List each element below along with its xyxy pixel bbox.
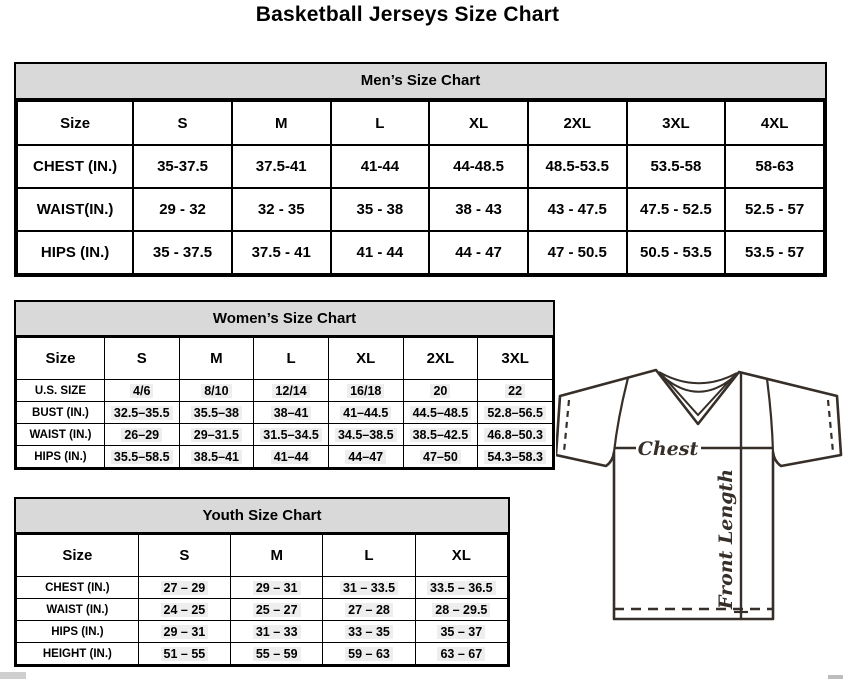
cell-value: 35 – 37 bbox=[415, 621, 507, 643]
cell-value: 53.5 - 57 bbox=[725, 231, 824, 274]
cell-value: 16/18 bbox=[328, 380, 403, 402]
cell-value: 44.5–48.5 bbox=[403, 402, 478, 424]
column-header-row bbox=[17, 535, 508, 577]
column-header: 2XL bbox=[528, 101, 627, 145]
column-header: 2XL bbox=[403, 338, 478, 380]
cell-value: 55 – 59 bbox=[231, 643, 323, 665]
cell-value: 47–50 bbox=[403, 446, 478, 468]
row-label: HEIGHT (IN.) bbox=[17, 643, 139, 665]
cell-value: 22 bbox=[478, 380, 553, 402]
cell-value: 31 – 33.5 bbox=[323, 577, 415, 599]
page-title: Basketball Jerseys Size Chart bbox=[255, 3, 560, 26]
row-label: WAIST (IN.) bbox=[17, 599, 139, 621]
cell-value: 32.5–35.5 bbox=[104, 402, 179, 424]
cell-value: 47 - 50.5 bbox=[528, 231, 627, 274]
cell-value: 47.5 - 52.5 bbox=[627, 188, 726, 231]
youth-size-chart bbox=[14, 497, 510, 667]
table-row bbox=[17, 643, 508, 665]
cell-value: 29 – 31 bbox=[138, 621, 230, 643]
cell-value: 44-48.5 bbox=[429, 145, 528, 188]
cell-value: 4/6 bbox=[104, 380, 179, 402]
cell-value: 50.5 - 53.5 bbox=[627, 231, 726, 274]
cell-value: 44–47 bbox=[328, 446, 403, 468]
column-header: M bbox=[231, 535, 323, 577]
row-label: WAIST(IN.) bbox=[17, 188, 133, 231]
row-label: U.S. SIZE bbox=[17, 380, 105, 402]
front-length-label: Front Length bbox=[715, 468, 737, 610]
cell-value: 35 - 37.5 bbox=[133, 231, 232, 274]
size-column-header: Size bbox=[17, 101, 133, 145]
column-header: 3XL bbox=[478, 338, 553, 380]
cell-value: 37.5 - 41 bbox=[232, 231, 331, 274]
row-label: CHEST (IN.) bbox=[17, 577, 139, 599]
column-header: XL bbox=[415, 535, 507, 577]
scrollbar-fragment-right[interactable] bbox=[828, 675, 843, 679]
cell-value: 20 bbox=[403, 380, 478, 402]
cell-value: 63 – 67 bbox=[415, 643, 507, 665]
column-header: M bbox=[179, 338, 254, 380]
table-row bbox=[17, 402, 553, 424]
column-header: S bbox=[133, 101, 232, 145]
row-label: WAIST (IN.) bbox=[17, 424, 105, 446]
column-header: M bbox=[232, 101, 331, 145]
row-label: HIPS (IN.) bbox=[17, 621, 139, 643]
cell-value: 29 – 31 bbox=[231, 577, 323, 599]
cell-value: 28 – 29.5 bbox=[415, 599, 507, 621]
table-row bbox=[17, 599, 508, 621]
cell-value: 27 – 29 bbox=[138, 577, 230, 599]
cell-value: 29–31.5 bbox=[179, 424, 254, 446]
column-header: S bbox=[138, 535, 230, 577]
cell-value: 25 – 27 bbox=[231, 599, 323, 621]
cell-value: 54.3–58.3 bbox=[478, 446, 553, 468]
cell-value: 32 - 35 bbox=[232, 188, 331, 231]
cell-value: 46.8–50.3 bbox=[478, 424, 553, 446]
cell-value: 44 - 47 bbox=[429, 231, 528, 274]
cell-value: 8/10 bbox=[179, 380, 254, 402]
column-header: L bbox=[323, 535, 415, 577]
cell-value: 38 - 43 bbox=[429, 188, 528, 231]
cell-value: 41 - 44 bbox=[331, 231, 430, 274]
cell-value: 59 – 63 bbox=[323, 643, 415, 665]
cell-value: 35-37.5 bbox=[133, 145, 232, 188]
cell-value: 29 - 32 bbox=[133, 188, 232, 231]
cell-value: 33 – 35 bbox=[323, 621, 415, 643]
womens-table bbox=[16, 337, 553, 468]
column-header: 4XL bbox=[725, 101, 824, 145]
cell-value: 38.5–42.5 bbox=[403, 424, 478, 446]
cell-value: 38.5–41 bbox=[179, 446, 254, 468]
table-row bbox=[17, 380, 553, 402]
table-row bbox=[17, 188, 824, 231]
column-header: XL bbox=[429, 101, 528, 145]
table-row bbox=[17, 424, 553, 446]
cell-value: 12/14 bbox=[254, 380, 329, 402]
cell-value: 31.5–34.5 bbox=[254, 424, 329, 446]
cell-value: 51 – 55 bbox=[138, 643, 230, 665]
column-header: S bbox=[104, 338, 179, 380]
cell-value: 41–44 bbox=[254, 446, 329, 468]
column-header-row bbox=[17, 101, 824, 145]
size-column-header: Size bbox=[17, 535, 139, 577]
cell-value: 41–44.5 bbox=[328, 402, 403, 424]
column-header: L bbox=[331, 101, 430, 145]
cell-value: 34.5–38.5 bbox=[328, 424, 403, 446]
cell-value: 43 - 47.5 bbox=[528, 188, 627, 231]
row-label: HIPS (IN.) bbox=[17, 446, 105, 468]
column-header: L bbox=[254, 338, 329, 380]
jersey-diagram bbox=[556, 362, 843, 625]
cell-value: 48.5-53.5 bbox=[528, 145, 627, 188]
column-header: 3XL bbox=[627, 101, 726, 145]
horizontal-scrollbar-fragment-left[interactable] bbox=[0, 672, 26, 679]
chest-label: Chest bbox=[637, 438, 699, 460]
column-header: XL bbox=[328, 338, 403, 380]
table-row bbox=[17, 231, 824, 274]
jersey-outline-shape bbox=[556, 370, 841, 619]
cell-value: 37.5-41 bbox=[232, 145, 331, 188]
cell-value: 52.5 - 57 bbox=[725, 188, 824, 231]
row-label: HIPS (IN.) bbox=[17, 231, 133, 274]
cell-value: 27 – 28 bbox=[323, 599, 415, 621]
cell-value: 33.5 – 36.5 bbox=[415, 577, 507, 599]
cell-value: 31 – 33 bbox=[231, 621, 323, 643]
table-row bbox=[17, 621, 508, 643]
mens-size-chart bbox=[14, 62, 827, 277]
mens-table bbox=[16, 100, 825, 275]
cell-value: 38–41 bbox=[254, 402, 329, 424]
table-row bbox=[17, 577, 508, 599]
cell-value: 35.5–58.5 bbox=[104, 446, 179, 468]
womens-size-chart bbox=[14, 300, 555, 470]
womens-section-header: Women’s Size Chart bbox=[16, 302, 553, 337]
youth-section-header: Youth Size Chart bbox=[16, 499, 508, 534]
cell-value: 58-63 bbox=[725, 145, 824, 188]
cell-value: 53.5-58 bbox=[627, 145, 726, 188]
column-header-row bbox=[17, 338, 553, 380]
cell-value: 52.8–56.5 bbox=[478, 402, 553, 424]
mens-section-header: Men’s Size Chart bbox=[16, 64, 825, 100]
cell-value: 41-44 bbox=[331, 145, 430, 188]
youth-table bbox=[16, 534, 508, 665]
cell-value: 24 – 25 bbox=[138, 599, 230, 621]
cell-value: 35 - 38 bbox=[331, 188, 430, 231]
size-column-header: Size bbox=[17, 338, 105, 380]
cell-value: 35.5–38 bbox=[179, 402, 254, 424]
table-row bbox=[17, 145, 824, 188]
row-label: BUST (IN.) bbox=[17, 402, 105, 424]
cell-value: 26–29 bbox=[104, 424, 179, 446]
table-row bbox=[17, 446, 553, 468]
row-label: CHEST (IN.) bbox=[17, 145, 133, 188]
